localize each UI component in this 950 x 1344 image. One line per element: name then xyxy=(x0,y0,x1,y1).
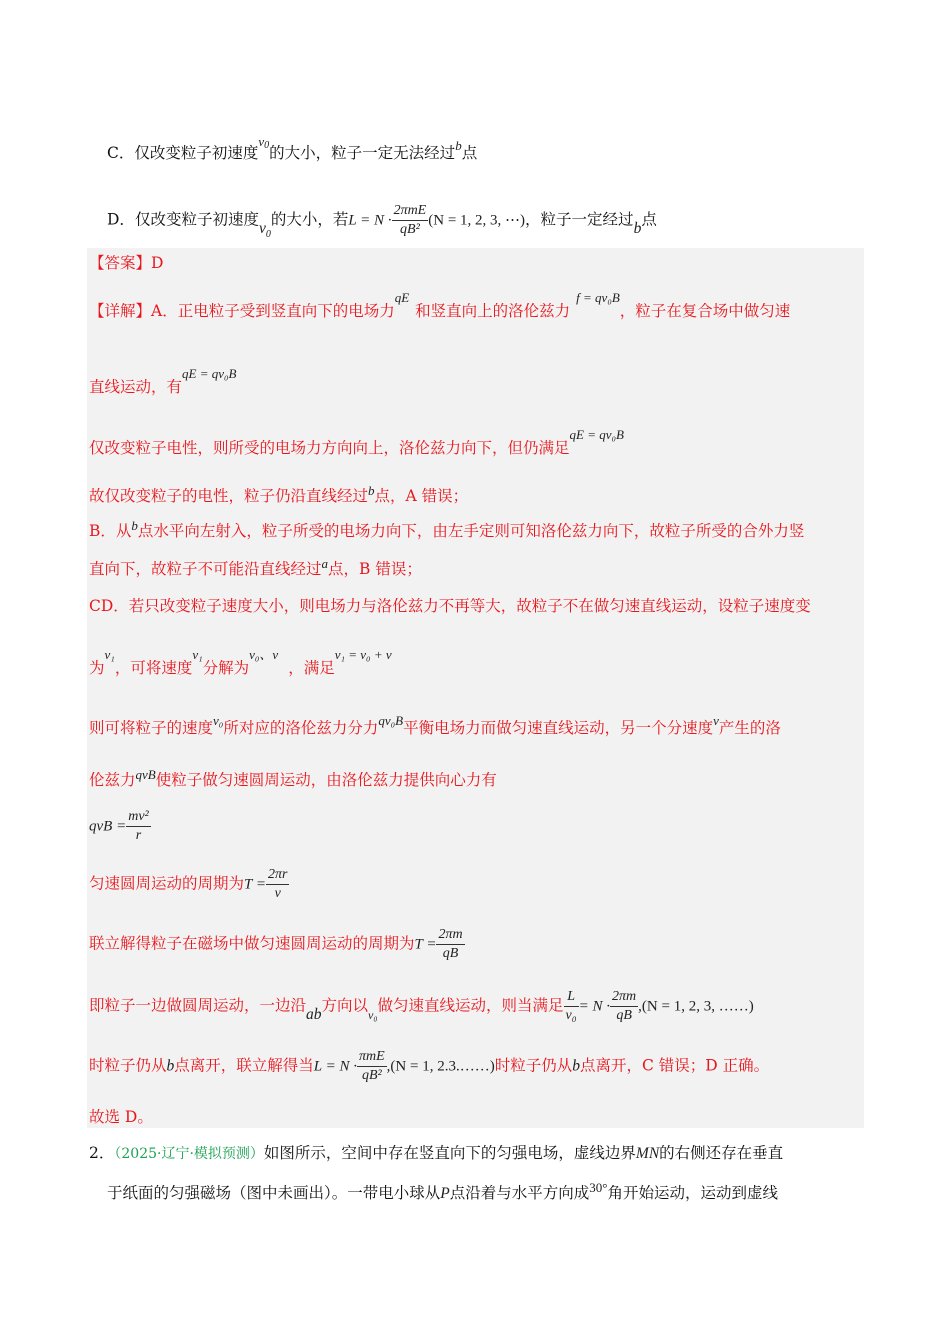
detail-line-6: 直向下，故粒子不可能沿直线经过$^a$点，B 错误； xyxy=(89,556,422,578)
detail-line-1: 【详解】A．正电粒子受到竖直向下的电场力$^{qE}$和竖直向上的洛伦兹力$^{f = qv_0B}$，粒子在复合场中做匀速 xyxy=(89,290,791,320)
detail-line-7: CD．若只改变粒子速度大小，则电场力与洛伦兹力不再等大，故粒子不在做匀速直线运动，设粒子速度变 xyxy=(89,597,811,615)
detail-line-9: 则可将粒子的速度$^{v_0}$所对应的洛伦兹力分力$^{qv_0B}$平衡电场力而做匀速直线运动，另一个分速度$^v$产生的洛 xyxy=(89,713,781,737)
detail-line-5: B．从$^b$点水平向左射入，粒子所受的电场力向下，由左手定则可知洛伦兹力向下，故粒子所受的合外力竖 xyxy=(89,518,805,540)
question-2-line-1: 2．（2025·辽宁·模拟预测）如图所示，空间中存在竖直向下的匀强电场，虚线边界MN的右侧还存在垂直 xyxy=(89,1144,784,1162)
detail-line-11: qvB = $\frac{\text{mv²}}{r}$ xyxy=(89,809,149,843)
option-d: D．仅改变粒子初速度$v_0$的大小，若L = N · $\frac{\text{2πmE}}{\text{qB²}}$ (N = 1, 2, 3, ⋯)，粒子一定经过b点 xyxy=(107,203,657,240)
detail-line-10: 伦兹力$^{qvB}$使粒子做匀速圆周运动，由洛伦兹力提供向心力有 xyxy=(89,767,497,789)
option-label: C． xyxy=(107,144,135,162)
detail-line-14: 即粒子一边做圆周运动，一边沿ab方向以$_{v_0}$做匀速直线运动，则当满足 $\frac{L}{\text{v₀}}$ = N · $\frac{2\pi m}{qB}$ ,(N = 1, 2, 3, ……) xyxy=(89,989,754,1023)
detail-line-3: 仅改变粒子电性，则所受的电场力方向向上，洛伦兹力向下，但仍满足$^{qE = qv_0B}$ xyxy=(89,427,624,457)
answer-label: 【答案】D xyxy=(89,254,164,272)
detail-line-4: 故仅改变粒子的电性，粒子仍沿直线经过$^b$点，A 错误； xyxy=(89,483,469,505)
question-source: （2025·辽宁·模拟预测） xyxy=(114,1146,264,1162)
detail-line-15: 时粒子仍从b点离开，联立解得当L = N · $\frac{\text{πmE}}{\text{qB²}}$ ,(N = 1, 2.3.……)时粒子仍从b点离开，C 错误；D 正确。 xyxy=(89,1049,770,1083)
detail-line-13: 联立解得粒子在磁场中做匀速圆周运动的周期为T = $\frac{2\pi m}{qB}$ xyxy=(89,927,463,961)
detail-line-12: 匀速圆周运动的周期为T = $\frac{2\pi r}{v}$ xyxy=(89,867,288,901)
option-c: C．仅改变粒子初速度$^{v0}$的大小，粒子一定无法经过$^b$点 xyxy=(107,134,478,162)
detail-line-2: 直线运动，有$^{qE = qv_0B}$ xyxy=(89,366,237,396)
question-2-line-2: 于纸面的匀强磁场（图中未画出）。一带电小球从P点沿着与水平方向成$^{30^\circ}$角开始运动，运动到虚线 xyxy=(107,1180,778,1202)
formula-fraction: $\frac{\text{2πmE}}{\text{qB²}}$ xyxy=(393,203,427,237)
question-number: 2． xyxy=(89,1144,115,1162)
detail-line-8: 为$^{v_1}$，可将速度$^{v_1}$分解为$^{v_0、v}$，满足$^{v_1 = v_0 + v}$ xyxy=(89,647,392,677)
detail-line-16: 故选 D。 xyxy=(89,1108,153,1126)
